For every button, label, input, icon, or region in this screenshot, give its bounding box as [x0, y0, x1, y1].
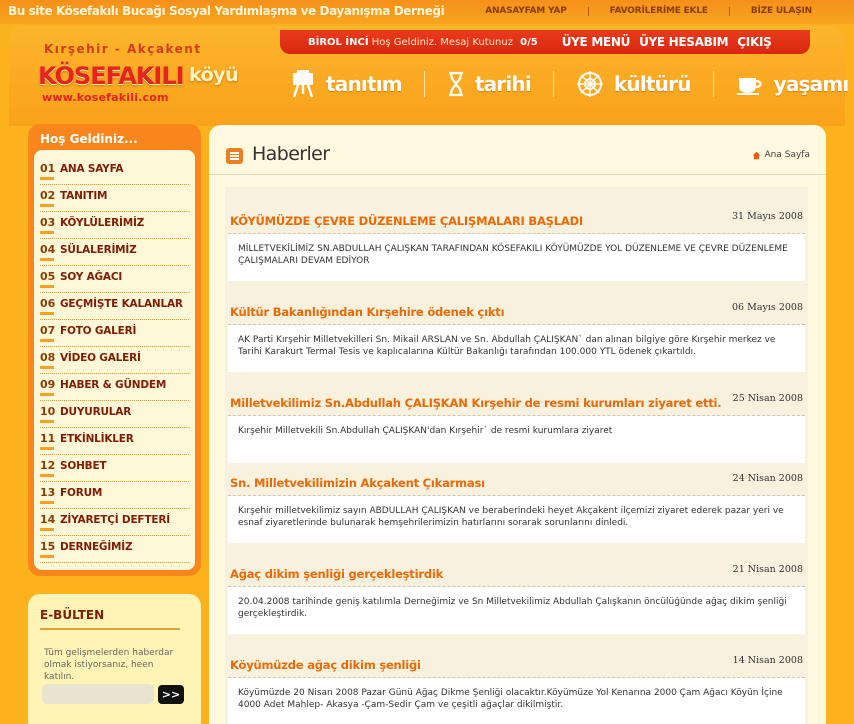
page-title: Haberler [252, 143, 330, 165]
add-favorites-link[interactable]: FAVORİLERİME EKLE [609, 6, 708, 16]
logout-link[interactable]: ÇIKIŞ [737, 35, 772, 49]
news-header [228, 389, 805, 416]
content-header [209, 125, 826, 175]
news-item [228, 469, 805, 543]
news-summary: MİLLETVEKİLİMİZ SN.ABDULLAH ÇALIŞKAN TARAFINDAN KÖSEFAKILI KÖYÜMÜZDE YOL DÜZENLEME VE ÇEVRE DÜZENLEME ÇALIŞMALARI DEVAM EDİYOR [228, 234, 805, 281]
sidebar-item-tanitim[interactable] [40, 185, 189, 212]
sidebar-item-label: KÖYLÜLERİMİZ [60, 217, 145, 229]
ornament-icon [576, 70, 604, 98]
news-date: 31 Mayıs 2008 [732, 211, 803, 222]
sidebar-item-label: TANITIM [60, 190, 108, 202]
user-menu [562, 35, 772, 49]
nav-yasami[interactable] [736, 72, 849, 96]
sidebar [28, 124, 201, 576]
sidebar-item-number: 09 [40, 378, 60, 391]
message-count[interactable]: 0/5 [520, 36, 538, 48]
news-item [228, 560, 805, 634]
nav-tarihi[interactable] [447, 71, 531, 97]
home-link-label: Ana Sayfa [764, 150, 810, 160]
sidebar-item-forum[interactable] [40, 482, 189, 509]
sidebar-item-label: SOHBET [60, 460, 107, 472]
news-summary: Kırşehir milletvekilimiz sayın ABDULLAH ÇALIŞKAN ve beraberindeki heyet Akçakent ilçemizi ziyaret ederek pazar yeri ve esnaf ziyaretlerinde bulunarak hemşehrilerimizin hatırlarını sorarak sorunlarını dinledi. [228, 496, 805, 543]
nav-tanitim[interactable] [290, 70, 402, 98]
user-bar [280, 30, 810, 54]
sidebar-item-number: 12 [40, 459, 60, 472]
sidebar-item-label: DERNEĞİMİZ [60, 541, 133, 553]
sidebar-item-haber-gündem[interactable] [40, 374, 189, 401]
news-title-link[interactable]: Köyümüzde ağaç dikim şenliği [230, 658, 421, 672]
newsletter-submit-button[interactable]: >> [158, 685, 184, 704]
sidebar-item-number: 08 [40, 351, 60, 364]
sidebar-item-label: FOTO GALERİ [60, 325, 137, 337]
sidebar-item-number: 15 [40, 540, 60, 553]
newsletter-box [28, 594, 201, 724]
sidebar-item-etki-nli-kler[interactable] [40, 428, 189, 455]
contact-link[interactable]: BİZE ULAŞIN [750, 6, 812, 16]
news-item [228, 298, 805, 372]
sidebar-item-number: 01 [40, 162, 60, 175]
list-icon [226, 148, 243, 164]
news-summary: Kırşehir Milletvekili Sn.Abdullah ÇALIŞKAN'dan Kırşehir` de resmi kurumlara ziyaret [228, 416, 805, 463]
sidebar-item-number: 02 [40, 189, 60, 202]
sidebar-item-duyurular[interactable] [40, 401, 189, 428]
hourglass-icon [447, 71, 465, 97]
newsletter-text: Tüm gelişmelerden haberdar olmak istiyorsanız, heen katılın. [44, 648, 174, 682]
news-title-link[interactable]: KÖYÜMÜZDE ÇEVRE DÜZENLEME ÇALIŞMALARI BAŞLADI [230, 214, 583, 228]
sidebar-item-label: HABER & GÜNDEM [60, 379, 167, 391]
cup-icon [736, 72, 764, 96]
top-links [485, 6, 812, 16]
sidebar-item-number: 05 [40, 270, 60, 283]
newsletter-title: E-BÜLTEN [40, 608, 105, 622]
sidebar-item-zi-yaretçi-defteri-[interactable] [40, 509, 189, 536]
news-title-link[interactable]: Kültür Bakanlığından Kırşehire ödenek çıktı [230, 305, 505, 319]
news-summary: AK Parti Kırşehir Milletvekilleri Sn. Mikail ARSLAN ve Sn. Abdullah ÇALIŞKAN` dan alınan bilgiye göre Kırşehir merkez ve Tarihi Karakurt Termal Tesis ve kaplıcalarına Kültür Bakanlığı tarafından 100.000 YTL ödenek çıkartıldı. [228, 325, 805, 372]
news-date: 21 Nisan 2008 [732, 564, 803, 575]
divider [713, 71, 714, 97]
news-date: 25 Nisan 2008 [732, 393, 803, 404]
sidebar-item-number: 04 [40, 243, 60, 256]
sidebar-item-label: FORUM [60, 487, 103, 499]
sidebar-item-label: SOY AĞACI [60, 271, 123, 283]
sidebar-item-derneği-mi-z[interactable] [40, 536, 189, 563]
nav-kulturu[interactable] [576, 70, 691, 98]
news-date: 24 Nisan 2008 [732, 473, 803, 484]
sidebar-item-number: 11 [40, 432, 60, 445]
sidebar-item-number: 06 [40, 297, 60, 310]
news-title-link[interactable]: Ağaç dikim şenliği gerçekleştirdik [230, 567, 444, 581]
sidebar-item-number: 07 [40, 324, 60, 337]
sidebar-item-number: 14 [40, 513, 60, 526]
sidebar-item-sülaleri-mi-z[interactable] [40, 239, 189, 266]
main-nav [290, 70, 848, 98]
sidebar-item-geçmi-şte-kalanlar[interactable] [40, 293, 189, 320]
easel-icon [290, 70, 316, 98]
greeting: Hoş Geldiniz. Mesaj Kutunuz [371, 36, 513, 48]
nav-label: tarihi [474, 72, 531, 96]
nav-label: yaşamı [773, 72, 849, 96]
set-homepage-link[interactable]: ANASAYFAM YAP [485, 6, 567, 16]
site-description: Bu site Kösefakılı Bucağı Sosyal Yardımlaşma ve Dayanışma Derneği [8, 4, 445, 18]
news-header [228, 651, 805, 678]
logo-url: www.kosefakili.com [42, 91, 169, 104]
sidebar-item-label: ZİYARETÇİ DEFTERİ [60, 514, 170, 526]
nav-label: tanıtım [326, 72, 402, 96]
sidebar-item-vi-deo-galeri-[interactable] [40, 347, 189, 374]
sidebar-item-label: SÜLALERİMİZ [60, 244, 137, 256]
news-title-link[interactable]: Sn. Milletvekilimizin Akçakent Çıkarması [230, 476, 485, 490]
home-link[interactable] [752, 150, 810, 160]
my-account-link[interactable]: ÜYE HESABIM [639, 35, 729, 49]
top-bar [0, 0, 854, 24]
username: BİROL İNCİ [308, 36, 369, 48]
divider [729, 7, 730, 16]
news-item [228, 651, 805, 724]
main-content [209, 125, 826, 724]
sidebar-item-köylüleri-mi-z[interactable] [40, 212, 189, 239]
sidebar-item-label: DUYURULAR [60, 406, 132, 418]
divider [40, 628, 180, 630]
sidebar-item-label: ETKİNLİKLER [60, 433, 134, 445]
divider [553, 71, 554, 97]
nav-label: kültürü [613, 72, 691, 96]
sidebar-item-number: 03 [40, 216, 60, 229]
news-date: 06 Mayıs 2008 [732, 302, 803, 313]
sidebar-item-label: GEÇMİŞTE KALANLAR [60, 298, 183, 310]
newsletter-email-input[interactable] [42, 684, 154, 704]
home-icon [752, 151, 761, 160]
news-title-link[interactable]: Milletvekilimiz Sn.Abdullah ÇALIŞKAN Kırşehir de resmi kurumları ziyaret etti. [230, 396, 722, 410]
member-menu-link[interactable]: ÜYE MENÜ [561, 35, 631, 49]
sidebar-item-ana-sayfa[interactable] [40, 158, 189, 185]
news-header [228, 560, 805, 587]
sidebar-item-label: VİDEO GALERİ [60, 352, 141, 364]
sidebar-menu [34, 150, 195, 570]
divider [588, 7, 589, 16]
sidebar-title: Hoş Geldiniz... [40, 132, 138, 146]
news-date: 14 Nisan 2008 [732, 655, 803, 666]
sidebar-item-soy-ağaci[interactable] [40, 266, 189, 293]
news-item [228, 389, 805, 463]
welcome-text [308, 37, 538, 48]
divider [424, 71, 425, 97]
news-summary: Köyümüzde 20 Nisan 2008 Pazar Günü Ağaç Dikme Şenliği olacaktır.Köyümüze Yol Kenarına 2000 Çam Ağacı Köyün İçine 4000 Adet Mahlep- Akasya -Çam-Sedir Çam ve çeşitli ağaçlar dikilmiştir. [228, 678, 805, 724]
logo[interactable]: KÖSEFAKILI [38, 62, 184, 90]
sidebar-item-foto-galeri-[interactable] [40, 320, 189, 347]
news-header [228, 298, 805, 325]
sidebar-item-number: 13 [40, 486, 60, 499]
news-header [228, 469, 805, 496]
news-summary: 20.04.2008 tarihinde geniş katılımla Derneğimiz ve Sn Milletvekilimiz Abdullah Çalışkanın öncülüğünde ağaç dikim şenliği gerçekleştirdik. [228, 587, 805, 634]
logo-subtitle: Kırşehir - Akçakent [44, 42, 202, 56]
logo-suffix: köyü [189, 64, 239, 86]
news-header [228, 207, 805, 234]
sidebar-item-number: 10 [40, 405, 60, 418]
sidebar-item-sohbet[interactable] [40, 455, 189, 482]
news-list [225, 187, 808, 724]
sidebar-item-label: ANA SAYFA [60, 163, 124, 175]
news-item [228, 207, 805, 281]
